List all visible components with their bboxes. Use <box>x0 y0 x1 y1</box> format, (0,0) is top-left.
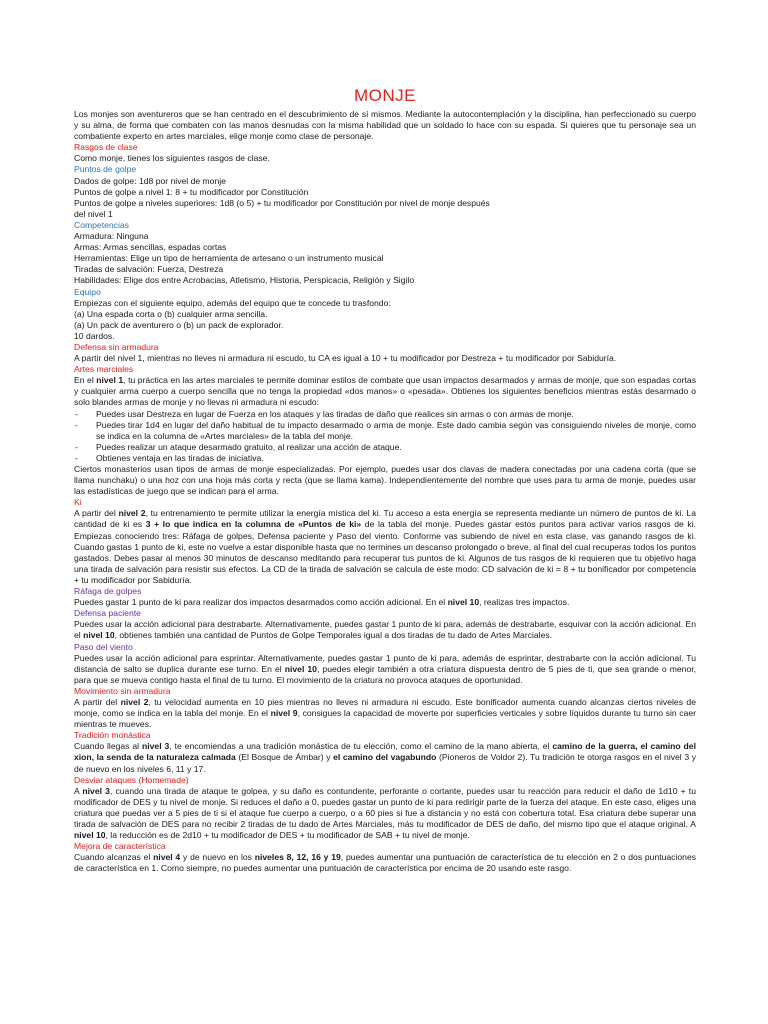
artes-marciales-list <box>74 409 696 464</box>
tradicion-paragraph <box>74 741 696 774</box>
bold-run: nivel 10 <box>74 830 106 841</box>
text-run: (El Bosque de Ámbar) y <box>235 752 334 763</box>
text-run: Cuando llegas al <box>74 741 142 752</box>
ki-paragraph <box>74 508 696 586</box>
puntos-line: Puntos de golpe a niveles superiores: 1d8 (o 5) + tu modificador por Constitución por nivel de monje después <box>74 197 490 208</box>
puntos-line: Dados de golpe: 1d8 por nivel de monje <box>74 175 226 186</box>
bold-run: camino de la guerra, el camino del xion, la senda de la naturaleza calmada <box>74 741 696 763</box>
list-item: - Puedes realizar un ataque desarmado gratuito, al realizar una acción de ataque. <box>74 442 696 453</box>
competencias-line: Herramientas: Elige un tipo de herramienta de artesano o un instrumento musical <box>74 253 384 264</box>
list-item: - Puedes usar Destreza en lugar de Fuerza en los ataques y las tiradas de daño que realices sin armas o con armas de monje. <box>74 409 696 420</box>
equipo-line: Empiezas con el siguiente equipo, además del equipo que te concede tu trasfondo: <box>74 297 391 308</box>
text-run: , puedes elegir también a otra criatura dispuesta dentro de 5 pies de ti, que sea grande o menor, para que se mueva contigo hasta el final de tu turno. El movimiento de la criatura no provoca ataques de oportunidad. <box>74 663 697 685</box>
bold-run: nivel 2 <box>120 696 149 707</box>
bold-run: nivel 10 <box>447 597 480 608</box>
heading-paso-viento: Paso del viento <box>74 641 133 652</box>
text-run: , realizas tres impactos. <box>479 597 570 608</box>
list-item: - Puedes tirar 1d4 en lugar del daño habitual de tu impacto desarmado o arma de monje. Este dado cambia según vas consiguiendo niveles de monje, como se indica en la columna de «Artes marciales» de la tabla del monje. <box>74 420 696 442</box>
artes-marciales-paragraph-2: Ciertos monasterios usan tipos de armas de monje especializadas. Por ejemplo, puedes usar dos clavas de madera conectadas por una cadena corta (que se llama nunchaku) o una hoz con una hoja más corta y recta (que se llama kama). Independientemente del nombre que uses para tu arma de monje, puedes usar las estadísticas de juego que se indican para el arma. <box>74 464 696 497</box>
heading-mejora-caracteristica: Mejora de característica <box>74 841 166 852</box>
text-run: A partir del <box>74 696 121 707</box>
heading-defensa-paciente: Defensa paciente <box>74 608 141 619</box>
text-run: , tu entrenamiento te permite utilizar la energía mística del ki. Tu acceso a esta energía se representa mediante un número de puntos de ki. La cantidad de ki es <box>74 508 696 530</box>
rafaga-paragraph <box>74 597 696 608</box>
bold-run: nivel 10 <box>284 663 317 674</box>
text-run: , puedes aumentar una puntuación de característica de tu elección en 2 o dos puntuaciones de característica en 1. Como siempre, no puedes aumentar una puntuación de característica por encima de 20 usando este rasgo. <box>74 852 697 874</box>
heading-ki: Ki <box>74 497 82 508</box>
puntos-line: Puntos de golpe a nivel 1: 8 + tu modificador por Constitución <box>74 186 309 197</box>
page-title: MONJE <box>354 86 416 105</box>
defensa-paciente-paragraph <box>74 619 696 641</box>
heading-movimiento-sin-armadura: Movimiento sin armadura <box>74 685 171 696</box>
heading-puntos-golpe: Puntos de golpe <box>74 164 137 175</box>
competencias-line: Habilidades: Elige dos entre Acrobacias, Atletismo, Historia, Perspicacia, Religión y Sigilo <box>74 275 415 286</box>
defensa-sin-armadura-text: A partir del nivel 1, mientras no lleves ni armadura ni escudo, tu CA es igual a 10 + tu modificador por Destreza + tu modificador por Sabiduría. <box>74 353 617 364</box>
list-item: - Obtienes ventaja en las tiradas de iniciativa. <box>74 453 696 464</box>
bold-run: nivel 9 <box>270 708 298 719</box>
heading-rafaga-golpes: Ráfaga de golpes <box>74 586 142 597</box>
artes-marciales-paragraph <box>74 375 696 408</box>
heading-rasgos: Rasgos de clase <box>74 142 138 153</box>
text-run: , cuando una tirada de ataque te golpea, y su daño es contundente, perforante o cortante, puedes usar tu reacción para reducir el daño de 1d10 + tu modificador de DES y tu nivel de monje. Si reduces el daño a 0, puedes gastar un punto de ki para redirigir parte de la fuerza del ataque. En este caso, eliges una criatura que puedas ver a 5 pies de ti si el ataque fue cuerpo a cuerpo, o a 60 pies si fue a distancia y no está con cobertura total. Esa criatura debe superar una tirada de salvación de DES para no recibir 2 tiradas de tu dado de Artes Marciales, más tu modificador de DES de daño, del mismo tipo que el ataque original. A <box>74 785 696 829</box>
text-run: A <box>74 785 83 796</box>
desviar-paragraph <box>74 786 696 841</box>
bold-run: niveles 8, 12, 16 y 19 <box>254 852 341 863</box>
text-run: Puedes gastar 1 punto de ki para realizar dos impactos desarmados como acción adicional. En el <box>74 597 448 608</box>
bold-run: nivel 2 <box>118 508 146 519</box>
bold-run: 3 + lo que indica en la columna de «Puntos de ki» <box>145 519 362 530</box>
competencias-line: Tiradas de salvación: Fuerza, Destreza <box>74 264 224 275</box>
heading-desviar-ataques: Desviar ataques (Homemade) <box>74 774 189 785</box>
text-run: Puedes usar la acción adicional para esprintar. Alternativamente, puedes gastar 1 punto de ki para, además de esprintar, destrabarte con la acción adicional. Tu distancia de salto se duplica durante ese turno. En el <box>74 652 696 674</box>
heading-equipo: Equipo <box>74 286 101 297</box>
text-run: Puedes usar la acción adicional para destrabarte. Alternativamente, puedes gastar 1 punto de ki para, además de destrabarte, esquivar con la acción adicional. En el <box>74 619 696 641</box>
heading-artes-marciales: Artes marciales <box>74 364 134 375</box>
equipo-line: 10 dardos. <box>74 330 115 341</box>
rasgos-text: Como monje, tienes los siguientes rasgos de clase. <box>74 153 270 164</box>
equipo-line: (a) Un pack de aventurero o (b) un pack de explorador. <box>74 319 284 330</box>
text-run: , tu velocidad aumenta en 10 pies mientras no lleves ni armadura ni escudo. Este bonificador aumenta cuando alcanzas ciertos niveles de monje, como se indica en la tabla del monje. En el <box>74 696 696 719</box>
text-run: (Pioneros de Voldor 2). Tu tradición te otorga rasgos en el nivel 3 y de nuevo en los niveles 6, 11 y 17. <box>74 752 697 774</box>
mejora-paragraph <box>74 852 696 874</box>
text-run: , te encomiendas a una tradición monástica de tu elección, como el camino de la mano abierta, el <box>169 741 553 752</box>
heading-tradicion-monastica: Tradición monástica <box>74 730 151 741</box>
bold-run: el camino del vagabundo <box>333 752 437 763</box>
paso-viento-paragraph <box>74 653 696 686</box>
puntos-line: del nivel 1 <box>74 208 113 219</box>
competencias-line: Armas: Armas sencillas, espadas cortas <box>74 242 227 253</box>
bold-run: nivel 3 <box>142 741 170 752</box>
bold-run: nivel 3 <box>82 785 110 796</box>
bold-run: nivel 1 <box>96 375 124 386</box>
text-run: Cuando alcanzas el <box>74 852 154 863</box>
bold-run: nivel 4 <box>153 852 181 863</box>
text-run: de la tabla del monje. Puedes gastar estos puntos para activar varios rasgos de ki. Empiezas conociendo tres: Ráfaga de golpes, Defensa paciente y Paso del viento. Conforme vas subiendo de nivel en esta clase, vas ganando rasgos de ki. Cuando gastas 1 punto de ki, este no vuelve a estar disponible hasta que no termines un descanso prolongado o breve, al final del cual recuperas todos los puntos gastados. Debes pasar al menos 30 minutos de descanso meditando para recuperar tus puntos de ki. Algunos de tus rasgos de ki requieren que tu objetivo haga una tirada de salvación para resistir sus efectos. La CD de la tirada de salvación se calcula de este modo: CD salvación de ki = 8 + tu bonificador por competencia + tu modificador por Sabiduría. <box>74 519 696 585</box>
movimiento-paragraph <box>74 697 696 730</box>
intro-paragraph: Los monjes son aventureros que se han centrado en el descubrimiento de sí mismos. Mediante la autocontemplación y la disciplina, han perfeccionado su cuerpo y su alma, de forma que combaten con las manos desnudas con la misma habilidad que un soldado lo hace con su espada. Si quieres que tu personaje sea un combatiente experto en artes marciales, elige monje como clase de personaje. <box>74 109 696 142</box>
text-run: En el <box>74 375 97 386</box>
text-run: , tu práctica en las artes marciales te permite dominar estilos de combate que usan impactos desarmados y armas de monje, que son espadas cortas y cualquier arma cuerpo a cuerpo sencilla que no tenga la propiedad «dos manos» o «pesada». Obtienes los siguientes beneficios mientras estás desarmado o solo blandes armas de monje y no llevas ni armadura ni escudo: <box>74 375 696 408</box>
text-run: y de nuevo en los <box>180 852 255 863</box>
text-run: , obtienes también una cantidad de Puntos de Golpe Temporales igual a dos tiradas de tu dado de Artes Marciales. <box>114 630 553 641</box>
equipo-line: (a) Una espada corta o (b) cualquier arma sencilla. <box>74 308 268 319</box>
text-run: , la reducción es de 2d10 + tu modificador de DES + tu modificador de SAB + tu nivel de monje. <box>105 830 470 841</box>
heading-defensa-sin-armadura: Defensa sin armadura <box>74 341 159 352</box>
competencias-line: Armadura: Ninguna <box>74 231 149 242</box>
heading-competencias: Competencias <box>74 219 129 230</box>
text-run: , consigues la capacidad de moverte por superficies verticales y sobre líquidos durante tu turno sin caer mientras te mueves. <box>74 708 696 730</box>
text-run: A partir del <box>74 508 119 519</box>
bold-run: nivel 10 <box>83 630 115 641</box>
